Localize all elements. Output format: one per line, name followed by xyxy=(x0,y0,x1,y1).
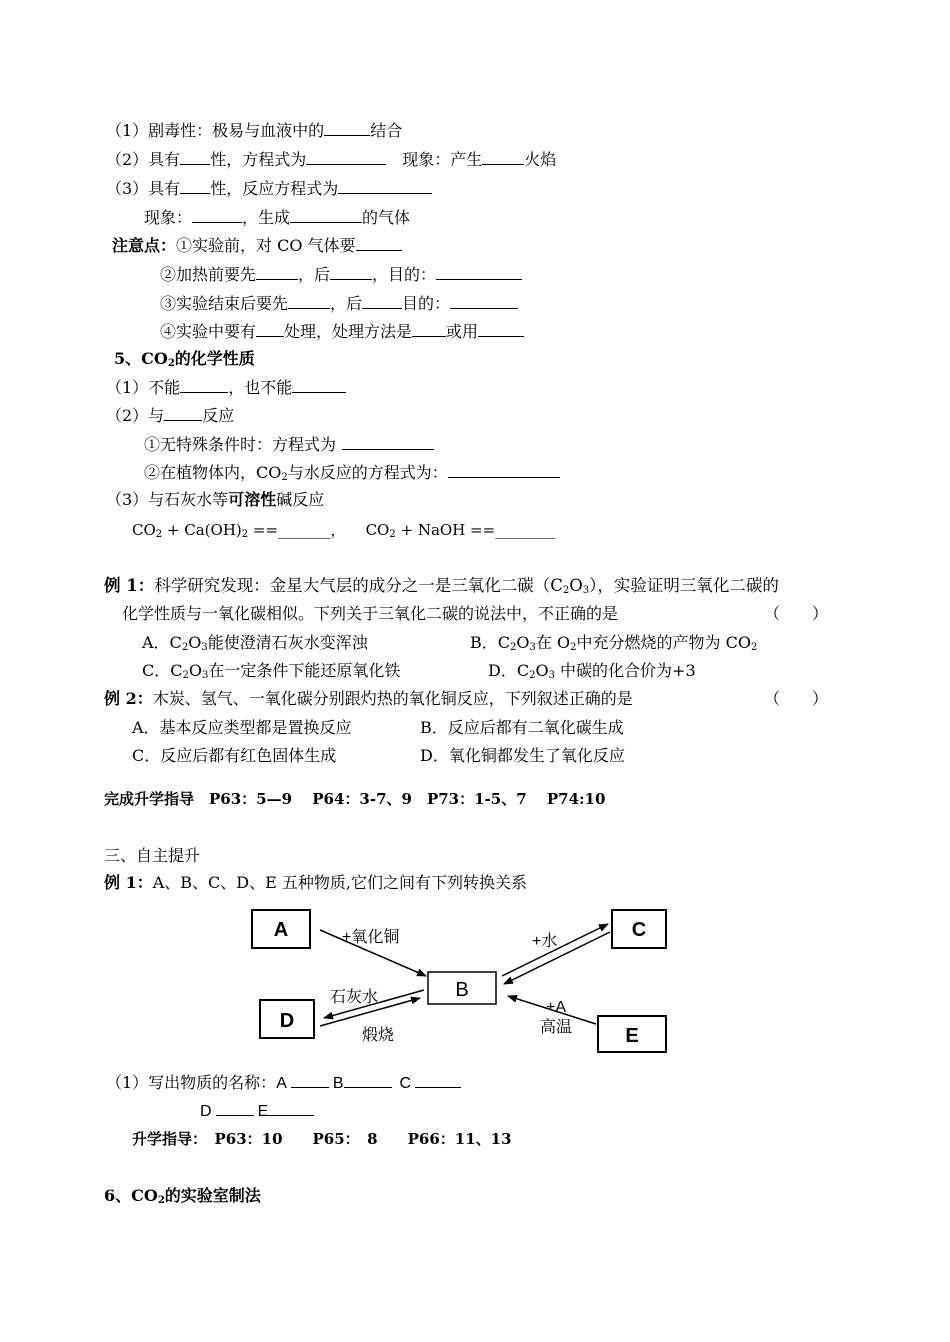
option-d[interactable]: D．氧化铜都发生了氧化反应 xyxy=(420,746,625,765)
flammable-text: （2）具有 xyxy=(106,150,181,169)
eq-text: + Ca(OH) xyxy=(162,521,242,539)
option-a[interactable] xyxy=(142,633,368,653)
title-text: 的实验室制法 xyxy=(164,1186,261,1205)
eq-text: CO xyxy=(365,521,390,539)
blank[interactable] xyxy=(290,207,362,223)
blank[interactable] xyxy=(180,377,228,393)
notes-text: 处理，处理方法是 xyxy=(284,322,413,341)
co2-p1 xyxy=(106,377,346,398)
title-text: 5、CO xyxy=(114,349,168,368)
section-3-title: 三、自主提升 xyxy=(104,846,201,865)
subscript: 2 xyxy=(750,642,758,653)
blank[interactable] xyxy=(342,434,434,450)
blank[interactable] xyxy=(330,264,372,280)
reducing-text: 的气体 xyxy=(362,208,411,227)
co2-text: ①无特殊条件时：方程式为 xyxy=(144,435,337,454)
conversion-diagram xyxy=(240,900,680,1060)
name-label: C xyxy=(399,1075,412,1092)
subscript: 2 xyxy=(157,1195,165,1206)
label-plus-a: +A xyxy=(546,999,567,1016)
names-line-2 xyxy=(200,1100,314,1122)
subscript: 3 xyxy=(582,585,590,596)
co2-text: （2）与 xyxy=(106,406,165,425)
option-c[interactable]: C．反应后都有红色固体生成 xyxy=(132,746,337,765)
option-text: 中碳的化合价为+3 xyxy=(554,661,696,680)
blank[interactable] xyxy=(180,149,210,165)
notes-text: ，目的： xyxy=(372,265,437,284)
blank[interactable] xyxy=(256,321,284,337)
subscript: 2 xyxy=(570,642,577,653)
notes-text: ，后 xyxy=(298,265,331,284)
blank[interactable] xyxy=(356,235,402,251)
option-text: O xyxy=(188,633,202,652)
blank[interactable] xyxy=(362,293,402,309)
option-a[interactable]: A．基本反应类型都是置换反应 xyxy=(132,718,352,737)
subscript: 3 xyxy=(202,670,209,681)
blank[interactable] xyxy=(478,321,524,337)
co2-text: ②在植物体内，CO xyxy=(144,463,282,482)
flammable-line xyxy=(106,149,556,170)
question-text: 科学研究发现：金星大气层的成分之一是三氧化二碳（C xyxy=(154,576,563,595)
blank[interactable] xyxy=(306,149,386,165)
option-text: C．C xyxy=(142,661,183,680)
subscript: 3 xyxy=(548,670,555,681)
title-text: 6、CO xyxy=(104,1186,158,1205)
blank[interactable] xyxy=(291,1072,329,1088)
notes-text: ④实验中要有 xyxy=(160,322,257,341)
notes-text: ③实验结束后要先 xyxy=(160,294,289,313)
option-text: 在一定条件下能还原氧化铁 xyxy=(208,661,401,680)
co2-text: （3）与石灰水等 xyxy=(106,490,229,509)
subscript: 2 xyxy=(562,585,570,596)
label-limewater: 石灰水 xyxy=(330,989,379,1006)
blank[interactable] xyxy=(436,264,522,280)
eq-text: + NaOH == xyxy=(395,521,496,539)
co2-p2ii xyxy=(144,462,560,483)
option-text: O xyxy=(516,633,530,652)
option-text: O xyxy=(188,661,202,680)
co2-text: 反应 xyxy=(202,406,235,425)
subscript: 3 xyxy=(529,642,536,653)
blank[interactable] xyxy=(292,377,346,393)
option-text: B．C xyxy=(470,633,511,652)
blank[interactable] xyxy=(288,293,330,309)
eq-blank[interactable]: ________ xyxy=(495,521,556,539)
subscript: 2 xyxy=(182,670,189,681)
reducing-text: ，生成 xyxy=(242,208,291,227)
question-text: ），实验证明三氧化二碳的 xyxy=(589,576,779,595)
co2-p2 xyxy=(106,405,234,426)
names-line-1 xyxy=(106,1072,461,1094)
notes-text: 目的： xyxy=(402,294,451,313)
option-b[interactable] xyxy=(470,633,757,653)
notes-text: 或用 xyxy=(446,322,479,341)
blank[interactable] xyxy=(338,178,432,194)
example1-q2 xyxy=(122,604,618,624)
blank[interactable] xyxy=(450,293,518,309)
co2-text-bold: 可溶性 xyxy=(228,490,277,509)
label-calcine: 煅烧 xyxy=(362,1027,395,1044)
reducing-text: 性，反应方程式为 xyxy=(210,179,339,198)
option-text: 能使澄清石灰水变浑浊 xyxy=(207,633,368,652)
example1-q1 xyxy=(104,576,779,596)
subscript: 2 xyxy=(181,642,189,653)
label-water: +水 xyxy=(532,933,558,950)
option-b[interactable]: B．反应后都有二氧化碳生成 xyxy=(420,718,624,737)
name-label: D xyxy=(200,1103,212,1120)
box-b-label: B xyxy=(455,979,469,1001)
co2-p3 xyxy=(106,490,324,510)
blank[interactable] xyxy=(324,120,370,136)
eq-blank[interactable]: _______ xyxy=(278,521,331,539)
box-e-label: E xyxy=(625,1025,639,1047)
blank[interactable] xyxy=(216,1100,254,1116)
name-label: E xyxy=(257,1103,269,1120)
blank[interactable] xyxy=(192,207,242,223)
notes-title: 注意点： xyxy=(112,236,177,255)
notes-text: ，后 xyxy=(330,294,363,313)
example-label: 例 1： xyxy=(104,873,153,892)
section-6-title xyxy=(104,1186,261,1206)
notes-text: ①实验前，对 CO 气体要 xyxy=(176,236,356,255)
box-c-label: C xyxy=(631,919,647,941)
blank[interactable] xyxy=(482,149,524,165)
eq-text: ， xyxy=(330,521,346,539)
blank[interactable] xyxy=(256,264,298,280)
eq-text: == xyxy=(248,521,279,539)
names-prompt: （1）写出物质的名称： xyxy=(106,1073,277,1092)
homework-1: 完成升学指导 P63：5—9 P64：3-7、9 P73：1-5、7 P74:10 xyxy=(104,790,606,808)
flammable-text: 火焰 xyxy=(524,150,557,169)
subscript: 2 xyxy=(167,358,175,369)
subscript: 2 xyxy=(510,642,517,653)
option-d[interactable] xyxy=(488,661,696,681)
subscript: 2 xyxy=(389,529,396,540)
name-label: B xyxy=(332,1075,344,1092)
notes-text: ②加热前要先 xyxy=(160,265,257,284)
example-label: 例 1： xyxy=(104,576,155,595)
blank[interactable] xyxy=(344,1072,392,1088)
co2-text: （1）不能 xyxy=(106,378,181,397)
subscript: 2 xyxy=(241,529,249,540)
blank[interactable] xyxy=(164,405,202,421)
example3-q xyxy=(104,873,527,893)
notes-line-4 xyxy=(160,321,524,342)
co2-text: 与水反应的方程式为： xyxy=(287,463,448,482)
name-label: A xyxy=(276,1075,287,1092)
subscript: 2 xyxy=(529,670,536,681)
notes-line-2 xyxy=(160,264,522,285)
question-text: 化学性质与一氧化碳相似。下列关于三氧化二碳的说法中，不正确的是 xyxy=(122,604,619,623)
flammable-text: 性，方程式为 xyxy=(210,150,307,169)
label-high-temp: 高温 xyxy=(540,1019,573,1036)
reducing-text: （3）具有 xyxy=(106,179,181,198)
blank[interactable] xyxy=(415,1072,461,1088)
co2-text: ，也不能 xyxy=(228,378,293,397)
notes-line-1 xyxy=(112,235,402,256)
reducing-line xyxy=(106,178,432,199)
option-text: A．C xyxy=(142,633,182,652)
example-label: 例 2： xyxy=(104,689,153,708)
co2-chem-title xyxy=(114,349,255,369)
co2-p2i xyxy=(144,434,434,455)
option-text: 在 O xyxy=(535,633,571,652)
title-text: 的化学性质 xyxy=(174,349,255,368)
co2-text: 碱反应 xyxy=(276,490,325,509)
box-d-label: D xyxy=(279,1010,295,1032)
answer-paren[interactable]: （ ） xyxy=(764,689,829,708)
reducing-phenomenon-line xyxy=(144,207,410,228)
option-text: O xyxy=(535,661,549,680)
blank[interactable] xyxy=(448,462,560,478)
blank[interactable] xyxy=(180,178,210,194)
blank[interactable] xyxy=(268,1100,314,1116)
toxicity-text: （1）剧毒性：极易与血液中的 xyxy=(106,121,325,140)
label-copper-oxide: +氧化铜 xyxy=(342,929,400,946)
subscript: 3 xyxy=(201,642,208,653)
question-text: A、B、C、D、E 五种物质,它们之间有下列转换关系 xyxy=(152,873,527,892)
subscript: 2 xyxy=(281,472,288,483)
box-a-label: A xyxy=(273,919,289,941)
arrow-b-to-c xyxy=(502,924,608,976)
eq-text: CO xyxy=(132,521,156,539)
reducing-text: 现象： xyxy=(144,208,193,227)
question-text: 木炭、氢气、一氧化碳分别跟灼热的氧化铜反应，下列叙述正确的是 xyxy=(152,689,633,708)
subscript: 2 xyxy=(155,529,163,540)
toxicity-tail: 结合 xyxy=(370,121,403,140)
option-c[interactable] xyxy=(142,661,400,681)
homework-2: 升学指导： P63：10 P65： 8 P66：11、13 xyxy=(132,1130,512,1148)
flammable-text: 现象：产生 xyxy=(402,150,483,169)
example2-q xyxy=(104,689,633,709)
option-text: D．C xyxy=(488,661,530,680)
question-text: O xyxy=(569,576,583,595)
notes-line-3 xyxy=(160,293,518,314)
option-text: 中充分燃烧的产物为 CO xyxy=(576,633,751,652)
blank[interactable] xyxy=(412,321,446,337)
co2-equations xyxy=(132,520,555,540)
toxicity-line xyxy=(106,120,402,141)
answer-paren[interactable]: （ ） xyxy=(764,604,829,623)
